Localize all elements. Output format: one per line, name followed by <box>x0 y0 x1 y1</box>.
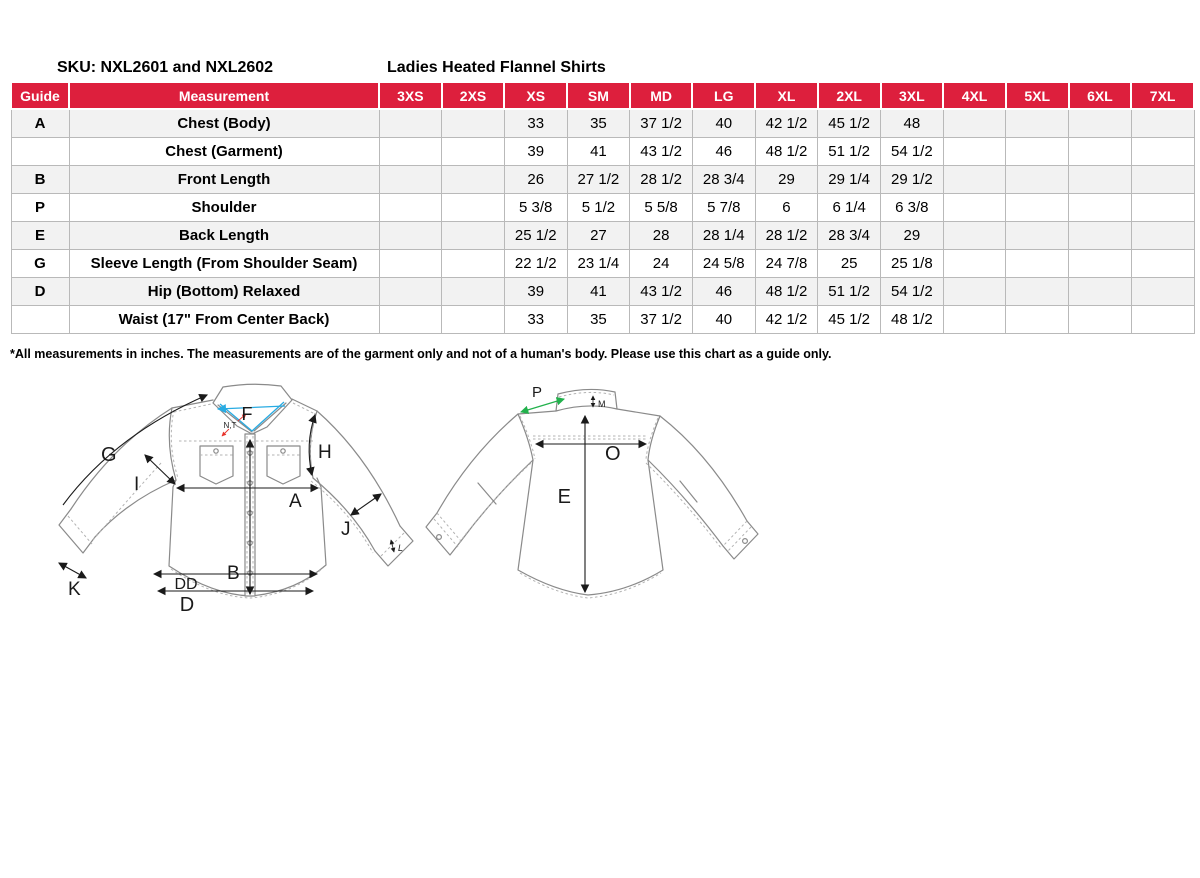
value-cell <box>1069 194 1132 222</box>
value-cell <box>1131 250 1194 278</box>
value-cell: 25 1/8 <box>881 250 944 278</box>
col-header-7xl: 7XL <box>1131 82 1194 109</box>
front-label-collar-stand: N,T <box>223 421 237 430</box>
value-cell <box>943 222 1006 250</box>
value-cell: 35 <box>567 109 630 138</box>
value-cell: 43 1/2 <box>630 138 693 166</box>
front-labels <box>68 404 403 616</box>
value-cell <box>1069 166 1132 194</box>
measurement-cell: Back Length <box>69 222 379 250</box>
value-cell: 43 1/2 <box>630 278 693 306</box>
front-label-sleeve-length: G <box>101 444 117 466</box>
guide-cell: D <box>11 278 69 306</box>
value-cell: 41 <box>567 278 630 306</box>
measurement-cell: Shoulder <box>69 194 379 222</box>
value-cell: 5 5/8 <box>630 194 693 222</box>
value-cell: 35 <box>567 306 630 334</box>
table-row <box>11 278 1194 306</box>
value-cell <box>442 109 505 138</box>
col-header-6xl: 6XL <box>1069 82 1132 109</box>
value-cell: 28 1/2 <box>755 222 818 250</box>
value-cell: 45 1/2 <box>818 306 881 334</box>
value-cell: 33 <box>504 109 567 138</box>
value-cell: 28 1/2 <box>630 166 693 194</box>
value-cell: 22 1/2 <box>504 250 567 278</box>
value-cell <box>379 278 442 306</box>
back-label-yoke: O <box>605 443 621 465</box>
value-cell <box>1069 306 1132 334</box>
value-cell <box>1069 278 1132 306</box>
value-cell <box>1131 306 1194 334</box>
guide-cell <box>11 306 69 334</box>
value-cell: 40 <box>692 109 755 138</box>
value-cell: 5 1/2 <box>567 194 630 222</box>
guide-cell: G <box>11 250 69 278</box>
value-cell <box>1069 222 1132 250</box>
cuff-height-arrow <box>391 540 394 552</box>
value-cell: 29 1/4 <box>818 166 881 194</box>
value-cell <box>943 250 1006 278</box>
value-cell: 5 3/8 <box>504 194 567 222</box>
value-cell: 29 1/2 <box>881 166 944 194</box>
back-measurement-arrows <box>536 416 646 592</box>
value-cell <box>442 166 505 194</box>
back-shirt-stitching <box>434 392 751 598</box>
value-cell <box>1006 278 1069 306</box>
guide-cell: B <box>11 166 69 194</box>
value-cell: 26 <box>504 166 567 194</box>
value-cell: 46 <box>692 138 755 166</box>
product-title: Ladies Heated Flannel Shirts <box>387 59 606 76</box>
value-cell: 54 1/2 <box>881 138 944 166</box>
value-cell: 48 1/2 <box>881 306 944 334</box>
value-cell <box>442 222 505 250</box>
value-cell: 25 1/2 <box>504 222 567 250</box>
value-cell <box>1131 222 1194 250</box>
value-cell: 54 1/2 <box>881 278 944 306</box>
table-row <box>11 250 1194 278</box>
value-cell: 29 <box>755 166 818 194</box>
size-chart-table <box>10 81 1195 334</box>
value-cell: 39 <box>504 278 567 306</box>
measurement-cell: Chest (Garment) <box>69 138 379 166</box>
value-cell: 41 <box>567 138 630 166</box>
col-header-2xs: 2XS <box>442 82 505 109</box>
col-header-md: MD <box>630 82 693 109</box>
guide-cell: E <box>11 222 69 250</box>
value-cell <box>442 138 505 166</box>
size-chart-body <box>11 109 1194 334</box>
value-cell <box>943 194 1006 222</box>
front-measurement-arrows <box>59 395 381 594</box>
front-label-front-length: B <box>227 563 240 584</box>
value-cell: 28 3/4 <box>692 166 755 194</box>
measurement-cell: Front Length <box>69 166 379 194</box>
value-cell: 37 1/2 <box>630 306 693 334</box>
value-cell <box>1131 166 1194 194</box>
value-cell <box>1131 138 1194 166</box>
value-cell: 24 <box>630 250 693 278</box>
value-cell <box>442 278 505 306</box>
value-cell <box>1006 109 1069 138</box>
front-label-cuff-height: L <box>398 543 404 553</box>
value-cell: 39 <box>504 138 567 166</box>
col-header-xs: XS <box>504 82 567 109</box>
value-cell <box>379 250 442 278</box>
value-cell <box>943 166 1006 194</box>
value-cell: 42 1/2 <box>755 109 818 138</box>
value-cell <box>1131 109 1194 138</box>
footnote: *All measurements in inches. The measurements are of the garment only and not of a human's body. Please use this chart as a guide only. <box>10 347 832 361</box>
sku-title: SKU: NXL2601 and NXL2602 <box>57 59 274 76</box>
value-cell: 42 1/2 <box>755 306 818 334</box>
col-header-3xl: 3XL <box>881 82 944 109</box>
value-cell <box>379 109 442 138</box>
value-cell <box>442 194 505 222</box>
value-cell: 51 1/2 <box>818 278 881 306</box>
value-cell <box>442 306 505 334</box>
front-label-i: I <box>134 474 140 495</box>
value-cell: 29 <box>881 222 944 250</box>
value-cell: 28 <box>630 222 693 250</box>
header-row <box>11 82 1194 109</box>
front-label-hip: D <box>179 594 195 616</box>
col-header-5xl: 5XL <box>1006 82 1069 109</box>
shirt-front-diagram <box>55 383 430 628</box>
col-header-3xs: 3XS <box>379 82 442 109</box>
table-row <box>11 109 1194 138</box>
value-cell <box>943 278 1006 306</box>
value-cell: 5 7/8 <box>692 194 755 222</box>
guide-cell: A <box>11 109 69 138</box>
value-cell: 48 1/2 <box>755 138 818 166</box>
value-cell: 33 <box>504 306 567 334</box>
col-header-xl: XL <box>755 82 818 109</box>
value-cell: 28 1/4 <box>692 222 755 250</box>
value-cell <box>1069 109 1132 138</box>
value-cell: 6 1/4 <box>818 194 881 222</box>
value-cell: 6 <box>755 194 818 222</box>
value-cell <box>379 222 442 250</box>
col-header-guide: Guide <box>11 82 69 109</box>
back-shirt-outline <box>426 389 758 595</box>
value-cell <box>1006 138 1069 166</box>
value-cell: 48 <box>881 109 944 138</box>
value-cell: 6 3/8 <box>881 194 944 222</box>
value-cell <box>379 306 442 334</box>
table-row <box>11 166 1194 194</box>
value-cell: 27 <box>567 222 630 250</box>
table-row <box>11 138 1194 166</box>
value-cell <box>1069 250 1132 278</box>
value-cell <box>379 166 442 194</box>
value-cell: 23 1/4 <box>567 250 630 278</box>
value-cell <box>943 109 1006 138</box>
col-header-lg: LG <box>692 82 755 109</box>
value-cell <box>1069 138 1132 166</box>
table-row <box>11 194 1194 222</box>
value-cell: 24 7/8 <box>755 250 818 278</box>
front-label-collar: F <box>241 404 253 424</box>
guide-cell <box>11 138 69 166</box>
shirt-back-diagram <box>425 383 795 653</box>
back-label-shoulder: P <box>532 384 543 401</box>
value-cell <box>1131 194 1194 222</box>
value-cell <box>379 194 442 222</box>
guide-cell: P <box>11 194 69 222</box>
value-cell: 40 <box>692 306 755 334</box>
value-cell <box>943 138 1006 166</box>
front-label-chest: A <box>289 491 302 512</box>
value-cell <box>1006 222 1069 250</box>
col-header-measurement: Measurement <box>69 82 379 109</box>
value-cell <box>1006 166 1069 194</box>
front-label-cuff: K <box>68 579 81 600</box>
value-cell <box>1006 306 1069 334</box>
value-cell: 51 1/2 <box>818 138 881 166</box>
front-label-armhole: H <box>318 442 332 463</box>
value-cell <box>943 306 1006 334</box>
value-cell: 24 5/8 <box>692 250 755 278</box>
size-chart-head <box>11 82 1194 109</box>
back-label-back-length: E <box>557 486 571 508</box>
measurement-cell: Hip (Bottom) Relaxed <box>69 278 379 306</box>
value-cell <box>1006 250 1069 278</box>
value-cell: 25 <box>818 250 881 278</box>
value-cell <box>1131 278 1194 306</box>
measurement-cell: Chest (Body) <box>69 109 379 138</box>
value-cell <box>442 250 505 278</box>
measurement-cell: Waist (17" From Center Back) <box>69 306 379 334</box>
back-label-collar-height: M <box>598 399 606 409</box>
value-cell: 28 3/4 <box>818 222 881 250</box>
value-cell: 45 1/2 <box>818 109 881 138</box>
front-label-j: J <box>341 519 351 540</box>
col-header-4xl: 4XL <box>943 82 1006 109</box>
value-cell: 27 1/2 <box>567 166 630 194</box>
col-header-2xl: 2XL <box>818 82 881 109</box>
value-cell: 37 1/2 <box>630 109 693 138</box>
measurement-cell: Sleeve Length (From Shoulder Seam) <box>69 250 379 278</box>
value-cell <box>1006 194 1069 222</box>
value-cell: 46 <box>692 278 755 306</box>
table-row <box>11 306 1194 334</box>
col-header-sm: SM <box>567 82 630 109</box>
front-label-dd: DD <box>174 576 198 593</box>
value-cell <box>379 138 442 166</box>
table-row <box>11 222 1194 250</box>
value-cell: 48 1/2 <box>755 278 818 306</box>
